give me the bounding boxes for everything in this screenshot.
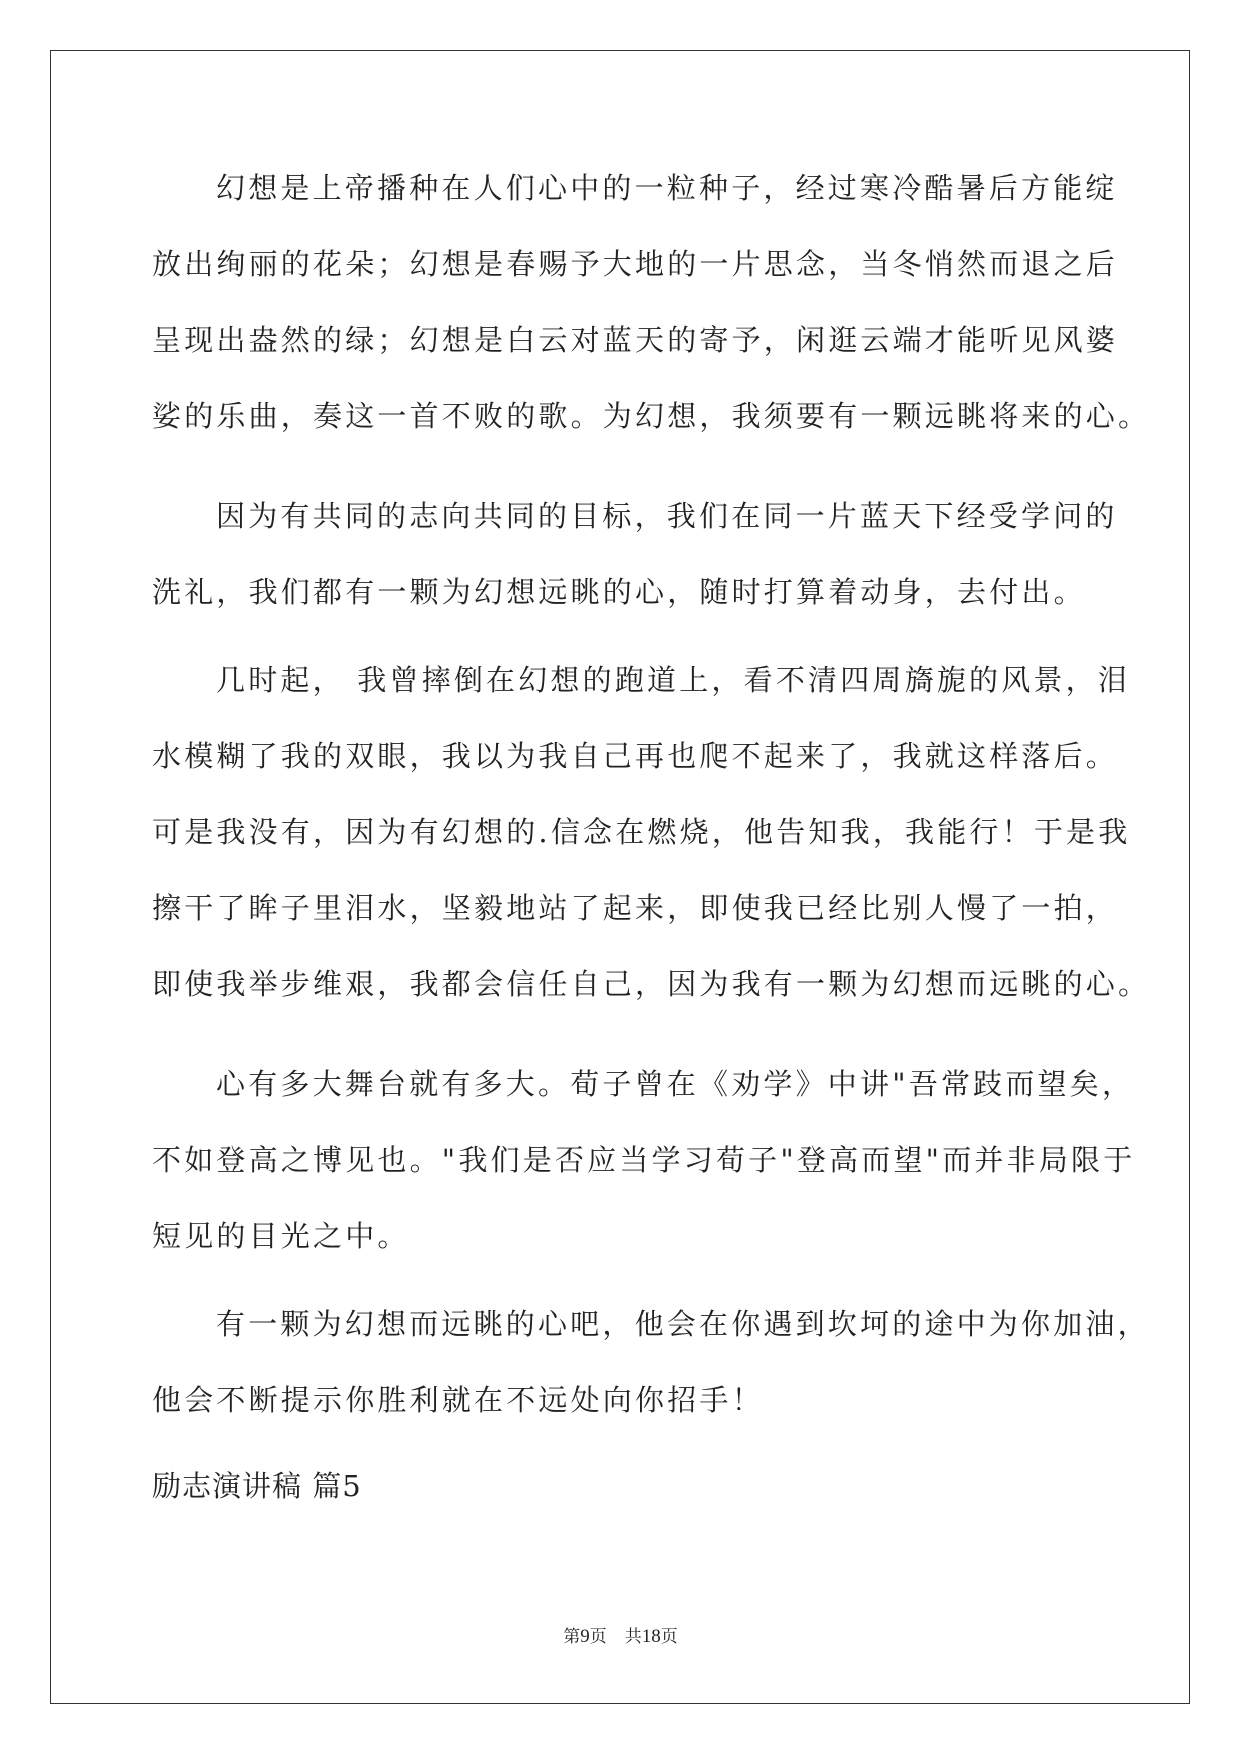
paragraph-3-line-5: 即使我举步维艰，我都会信任自己，因为我有一颗为幻想而远眺的心。 [152, 967, 1151, 1001]
paragraph-4-line-3: 短见的目光之中。 [152, 1219, 410, 1253]
paragraph-2-line-1: 因为有共同的志向共同的目标，我们在同一片蓝天下经受学问的 [216, 499, 1118, 533]
paragraph-5-line-2: 他会不断提示你胜利就在不远处向你招手！ [152, 1383, 764, 1417]
paragraph-5-line-1: 有一颗为幻想而远眺的心吧，他会在你遇到坎坷的途中为你加油， [216, 1307, 1150, 1341]
paragraph-1-line-4: 娑的乐曲，奏这一首不败的歌。为幻想，我须要有一颗远眺将来的心。 [152, 399, 1151, 433]
page-number: 9 [580, 1626, 590, 1647]
paragraph-2-line-2: 洗礼，我们都有一颗为幻想远眺的心，随时打算着动身，去付出。 [152, 575, 1086, 609]
total-prefix: 共 [624, 1627, 642, 1647]
paragraph-3-line-4: 擦干了眸子里泪水，坚毅地站了起来，即使我已经比别人慢了一拍， [152, 891, 1119, 925]
paragraph-1-line-3: 呈现出盎然的绿；幻想是白云对蓝天的寄予，闲逛云端才能听见风婆 [152, 323, 1119, 357]
paragraph-3-line-3: 可是我没有，因为有幻想的.信念在燃烧，他告知我，我能行！于是我 [152, 815, 1131, 849]
page-prefix: 第 [563, 1627, 581, 1647]
paragraph-3-line-1: 几时起， 我曾摔倒在幻想的跑道上，看不清四周旖旎的风景，泪 [216, 663, 1131, 697]
paragraph-4-line-1: 心有多大舞台就有多大。荀子曾在《劝学》中讲"吾常跂而望矣， [216, 1067, 1135, 1101]
paragraph-4-line-2: 不如登高之博见也。"我们是否应当学习荀子"登高而望"而并非局限于 [152, 1143, 1136, 1177]
paragraph-1-line-2: 放出绚丽的花朵；幻想是春赐予大地的一片思念，当冬悄然而退之后 [152, 247, 1119, 281]
total-suffix: 页 [660, 1627, 678, 1647]
paragraph-3-line-2: 水模糊了我的双眼，我以为我自己再也爬不起来了，我就这样落后。 [152, 739, 1119, 773]
page-suffix: 页 [589, 1627, 607, 1647]
paragraph-1-line-1: 幻想是上帝播种在人们心中的一粒种子，经过寒冷酷暑后方能绽 [216, 171, 1118, 205]
section-heading: 励志演讲稿 篇5 [152, 1469, 362, 1503]
total-pages: 18 [641, 1626, 661, 1647]
page-footer [0, 1622, 1241, 1648]
page-frame [50, 50, 1190, 1704]
